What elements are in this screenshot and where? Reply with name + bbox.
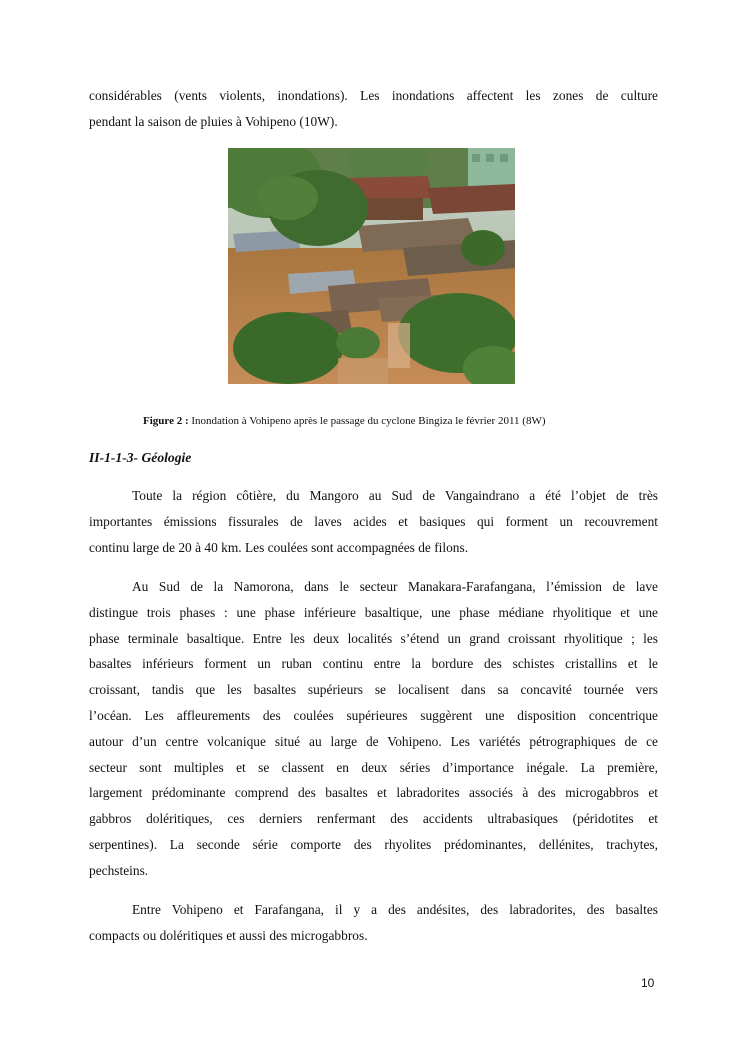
page-number: 10 <box>641 976 655 990</box>
text-line: continu large de 20 à 40 km. Les coulées sont accompagnées de filons. <box>89 539 469 555</box>
text-line: secteur sont multiples et se classent en deux séries d’importance inégale. La première, <box>89 759 658 775</box>
text-line: basaltes inférieurs forment un ruban continu entre la bordure des schistes cristallins et le <box>89 656 658 672</box>
text-line: croissant, tandis que les basaltes supérieurs se localisent dans sa concavité tournée vers <box>89 682 658 698</box>
text-line: l’océan. Les affleurements des coulées supérieures suggèrent une disposition concentrique <box>89 707 658 723</box>
text-line: autour d’un centre volcanique situé au large de Vohipeno. Les variétés pétrographiques de ce <box>89 733 658 749</box>
text-line: largement prédominante comprend des basaltes et labradorites associés à des microgabbros et <box>89 785 658 801</box>
figure-caption-text: Inondation à Vohipeno après le passage du cyclone Bingiza le février 2011 (8W) <box>191 415 546 427</box>
text-line: gabbros doléritiques, ces derniers renfermant des accidents ultrabasiques (péridotites et <box>89 811 658 827</box>
text-line: considérables (vents violents, inondations). Les inondations affectent les zones de culture <box>89 88 658 103</box>
flood-photo <box>228 148 515 384</box>
text-line: pechsteins. <box>89 862 149 878</box>
intro-paragraph <box>89 83 658 135</box>
text-line: compacts ou doléritiques et aussi des microgabbros. <box>89 927 368 943</box>
text-line: distingue trois phases : une phase inférieure basaltique, une phase médiane rhyolitique et une <box>89 604 658 620</box>
text-line: Au Sud de la Namorona, dans le secteur Manakara-Farafangana, l’émission de lave <box>132 579 658 594</box>
text-line: phase terminale basaltique. Entre les deux localités s’étend un grand croissant rhyolitique ; les <box>89 630 658 646</box>
body-paragraph <box>89 483 658 560</box>
body-paragraph <box>89 574 658 884</box>
body-paragraph <box>89 897 658 949</box>
text-line: serpentines). La seconde série comporte des rhyolites prédominantes, dellénites, trachytes, <box>89 836 658 852</box>
text-line: importantes émissions fissurales de laves acides et basiques qui forment un recouvrement <box>89 513 658 529</box>
figure-caption <box>143 415 546 427</box>
section-heading: II-1-1-3- Géologie <box>89 450 192 465</box>
text-line: pendant la saison de pluies à Vohipeno (10W). <box>89 113 338 129</box>
figure-label: Figure 2 : <box>143 415 189 427</box>
text-line: Entre Vohipeno et Farafangana, il y a des andésites, des labradorites, des basaltes <box>132 902 658 917</box>
text-line: Toute la région côtière, du Mangoro au Sud de Vangaindrano a été l’objet de très <box>132 488 658 503</box>
